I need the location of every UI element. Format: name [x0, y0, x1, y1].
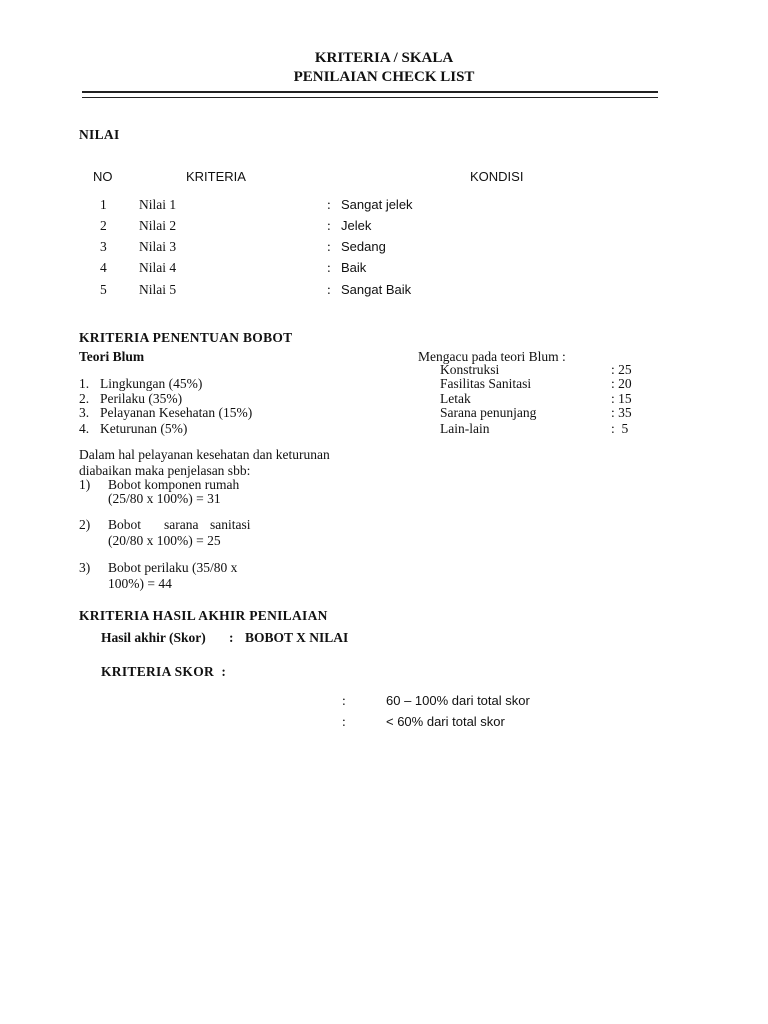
blum-item-num: 1. — [79, 376, 90, 391]
blum-item-num: 2. — [79, 391, 90, 406]
mengacu-item-label: Letak — [440, 391, 471, 406]
col-header-kondisi: KONDISI — [470, 169, 524, 184]
hasil-heading: KRITERIA HASIL AKHIR PENILAIAN — [79, 608, 328, 623]
title-rule-thin — [82, 97, 658, 98]
row-sep: : — [327, 197, 331, 212]
skor-text: < 60% dari total skor — [386, 714, 505, 729]
calc-num: 2) — [79, 517, 91, 532]
row-kriteria: Nilai 2 — [139, 218, 177, 233]
teori-blum-title: Teori Blum — [79, 349, 145, 364]
row-kondisi: Jelek — [341, 218, 372, 233]
calc-line1: Bobot komponen rumah — [108, 477, 240, 492]
skor-sep: : — [342, 714, 346, 729]
row-no: 3 — [100, 239, 107, 254]
calc-line2: (20/80 x 100%) = 25 — [108, 533, 221, 548]
title-rule-thick — [82, 91, 658, 93]
calc-line2: 100%) = 44 — [108, 576, 172, 591]
row-no: 4 — [100, 260, 107, 275]
row-kriteria: Nilai 5 — [139, 282, 177, 297]
bobot-heading: KRITERIA PENENTUAN BOBOT — [79, 330, 293, 345]
row-no: 2 — [100, 218, 107, 233]
blum-item-label: Pelayanan Kesehatan (15%) — [100, 405, 253, 420]
formula-value: BOBOT X NILAI — [245, 630, 349, 645]
row-kondisi: Sangat jelek — [341, 197, 413, 212]
row-kriteria: Nilai 4 — [139, 260, 177, 275]
formula-sep: : — [229, 630, 234, 645]
col-header-kriteria: KRITERIA — [186, 169, 246, 184]
mengacu-item-value: : 5 — [611, 421, 629, 436]
row-sep: : — [327, 239, 331, 254]
mengacu-item-value: : 15 — [611, 391, 632, 406]
nilai-heading: NILAI — [79, 127, 120, 142]
note-line1: Dalam hal pelayanan kesehatan dan keturunan — [79, 447, 330, 462]
mengacu-item-label: Konstruksi — [440, 362, 500, 377]
mengacu-item-label: Lain-lain — [440, 421, 490, 436]
doc-title-line1: KRITERIA / SKALA — [314, 50, 454, 66]
skor-text: 60 – 100% dari total skor — [386, 693, 530, 708]
calc-line1-word: sanitasi — [210, 517, 251, 532]
row-kriteria: Nilai 3 — [139, 239, 177, 254]
skor-sep: : — [342, 693, 346, 708]
skor-heading: KRITERIA SKOR : — [101, 664, 227, 679]
formula-label: Hasil akhir (Skor) — [101, 630, 206, 645]
row-kondisi: Sedang — [341, 239, 386, 254]
calc-line1-word: Bobot — [108, 517, 142, 532]
calc-line2: (25/80 x 100%) = 31 — [108, 491, 221, 506]
calc-num: 1) — [79, 477, 91, 492]
calc-line1: Bobot perilaku (35/80 x — [108, 560, 238, 575]
blum-item-num: 3. — [79, 405, 90, 420]
row-no: 1 — [100, 197, 107, 212]
row-no: 5 — [100, 282, 107, 297]
row-kondisi: Sangat Baik — [341, 282, 412, 297]
blum-item-num: 4. — [79, 421, 90, 436]
mengacu-item-value: : 25 — [611, 362, 632, 377]
calc-line1-word: sarana — [164, 517, 199, 532]
row-kriteria: Nilai 1 — [139, 197, 177, 212]
mengacu-title: Mengacu pada teori Blum : — [418, 349, 566, 364]
mengacu-item-value: : 20 — [611, 376, 632, 391]
row-sep: : — [327, 218, 331, 233]
blum-item-label: Lingkungan (45%) — [100, 376, 203, 391]
calc-num: 3) — [79, 560, 91, 575]
col-header-no: NO — [93, 169, 113, 184]
mengacu-item-label: Sarana penunjang — [440, 405, 537, 420]
blum-item-label: Perilaku (35%) — [100, 391, 183, 406]
row-sep: : — [327, 282, 331, 297]
mengacu-item-label: Fasilitas Sanitasi — [440, 376, 532, 391]
row-sep: : — [327, 260, 331, 275]
blum-item-label: Keturunan (5%) — [100, 421, 188, 436]
note-line2: diabaikan maka penjelasan sbb: — [79, 463, 251, 478]
row-kondisi: Baik — [341, 260, 367, 275]
doc-title-line2: PENILAIAN CHECK LIST — [293, 69, 475, 85]
mengacu-item-value: : 35 — [611, 405, 632, 420]
